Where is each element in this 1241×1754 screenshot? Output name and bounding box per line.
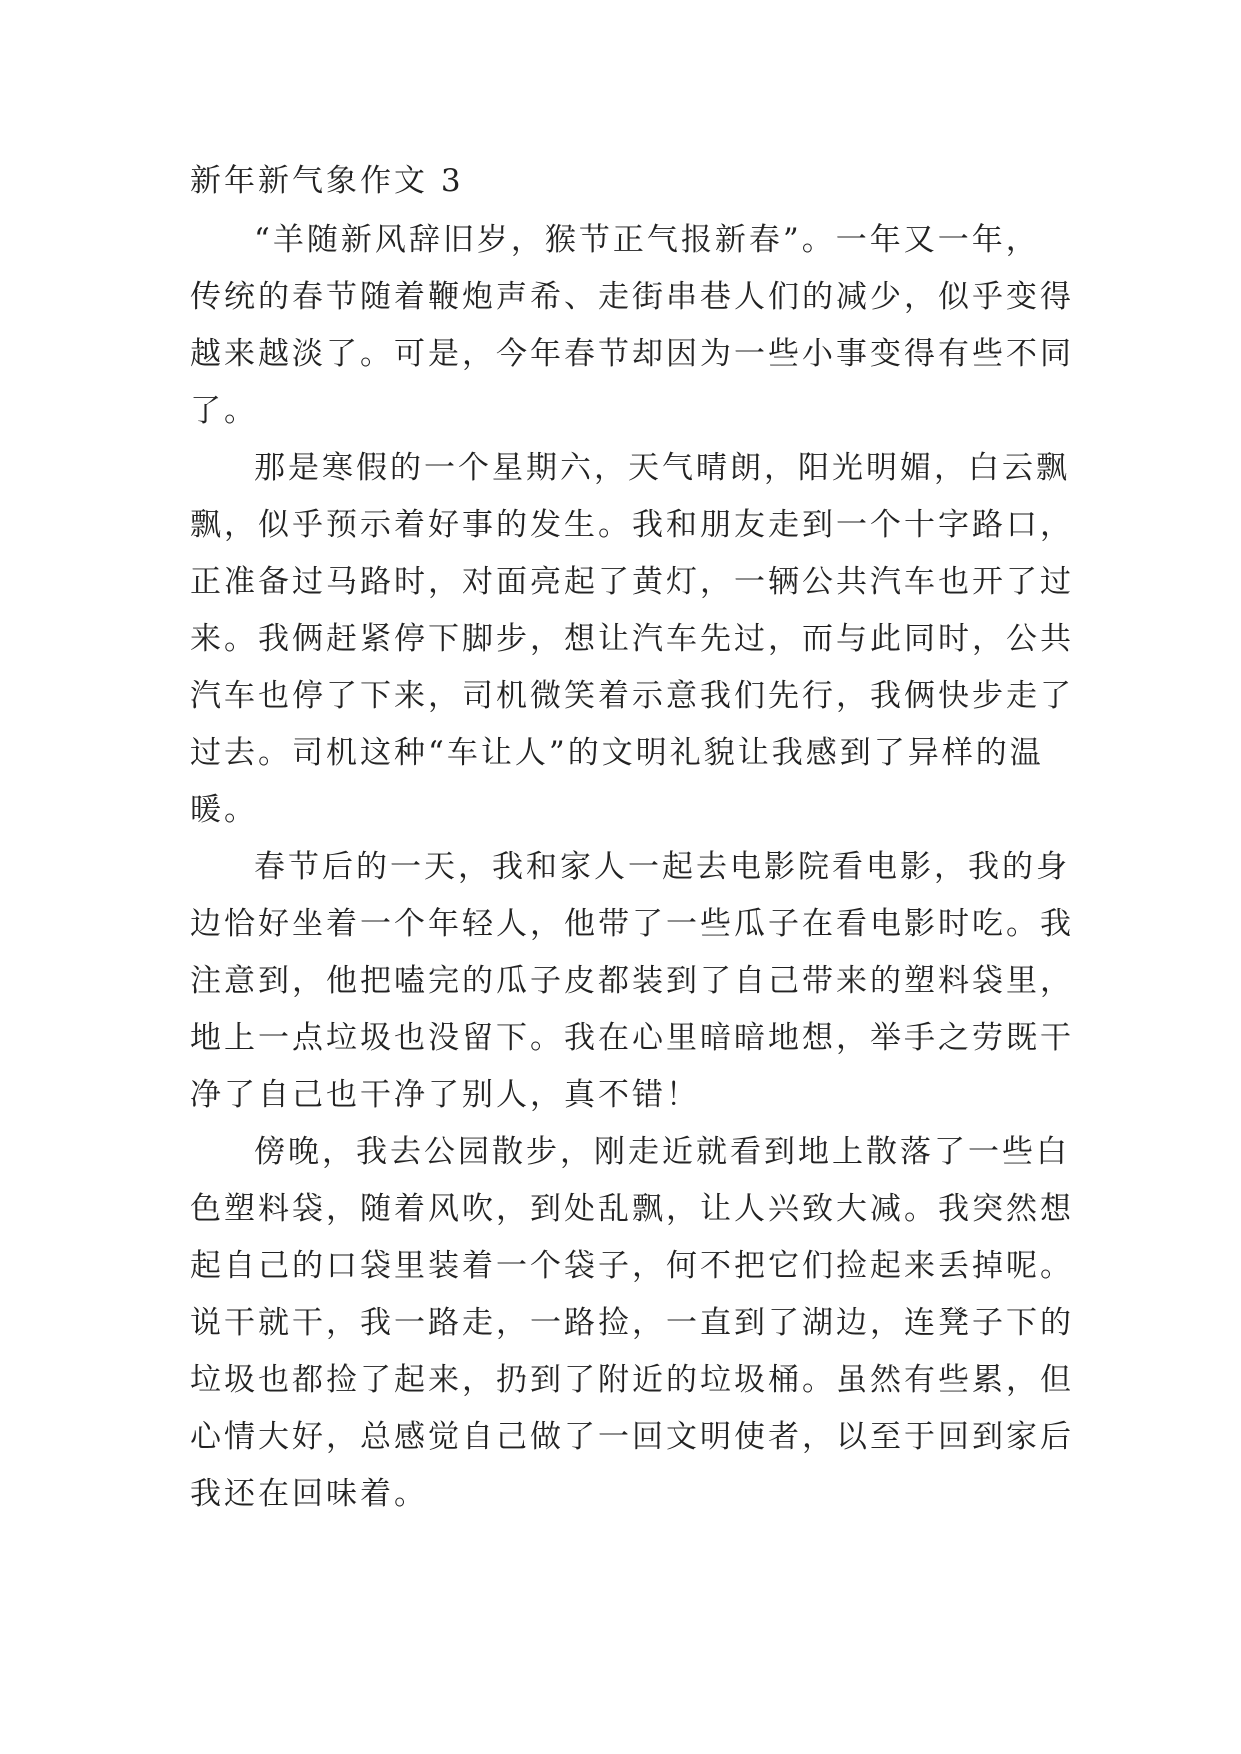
- paragraph-line: 过去。司机这种“车让人”的文明礼貌让我感到了异样的温: [190, 735, 1044, 771]
- paragraph-line: 飘，似乎预示着好事的发生。我和朋友走到一个十字路口，: [190, 507, 1074, 543]
- paragraph-2: [190, 440, 1074, 839]
- paragraph-1: [190, 212, 1074, 440]
- paragraph-line: 色塑料袋，随着风吹，到处乱飘，让人兴致大减。我突然想: [190, 1191, 1074, 1227]
- paragraph-line: 边恰好坐着一个年轻人，他带了一些瓜子在看电影时吃。我: [190, 906, 1074, 942]
- paragraph-line: 越来越淡了。可是，今年春节却因为一些小事变得有些不同: [190, 336, 1074, 372]
- paragraph-line: 傍晚，我去公园散步，刚走近就看到地上散落了一些白: [254, 1134, 1070, 1170]
- paragraph-line: 净了自己也干净了别人，真不错！: [190, 1077, 700, 1113]
- paragraph-line: 了。: [190, 393, 258, 429]
- paragraph-line: 说干就干，我一路走，一路捡，一直到了湖边，连凳子下的: [190, 1305, 1074, 1341]
- paragraph-line: 我还在回味着。: [190, 1476, 428, 1512]
- document-title: 新年新气象作文 3: [190, 163, 464, 199]
- paragraph-line: 心情大好，总感觉自己做了一回文明使者，以至于回到家后: [190, 1419, 1074, 1455]
- paragraph-line: 垃圾也都捡了起来，扔到了附近的垃圾桶。虽然有些累，但: [190, 1362, 1074, 1398]
- paragraph-line: 地上一点垃圾也没留下。我在心里暗暗地想，举手之劳既干: [190, 1020, 1074, 1056]
- paragraph-4: [190, 1124, 1074, 1523]
- paragraph-line: 春节后的一天，我和家人一起去电影院看电影，我的身: [254, 849, 1070, 885]
- paragraph-line: 传统的春节随着鞭炮声希、走街串巷人们的减少，似乎变得: [190, 279, 1074, 315]
- document-body: [190, 150, 1074, 1523]
- paragraph-line: 来。我俩赶紧停下脚步，想让汽车先过，而与此同时，公共: [190, 621, 1074, 657]
- paragraph-line: 起自己的口袋里装着一个袋子，何不把它们捡起来丢掉呢。: [190, 1248, 1074, 1284]
- paragraph-line: 正准备过马路时，对面亮起了黄灯，一辆公共汽车也开了过: [190, 564, 1074, 600]
- paragraph-line: 暖。: [190, 792, 258, 828]
- paragraph-line: 那是寒假的一个星期六，天气晴朗，阳光明媚，白云飘: [254, 450, 1070, 486]
- paragraph-line: 注意到，他把嗑完的瓜子皮都装到了自己带来的塑料袋里，: [190, 963, 1074, 999]
- paragraph-3: [190, 839, 1074, 1124]
- paragraph-line: “羊随新风辞旧岁，猴节正气报新春”。一年又一年，: [254, 222, 1040, 258]
- paragraph-line: 汽车也停了下来，司机微笑着示意我们先行，我俩快步走了: [190, 678, 1074, 714]
